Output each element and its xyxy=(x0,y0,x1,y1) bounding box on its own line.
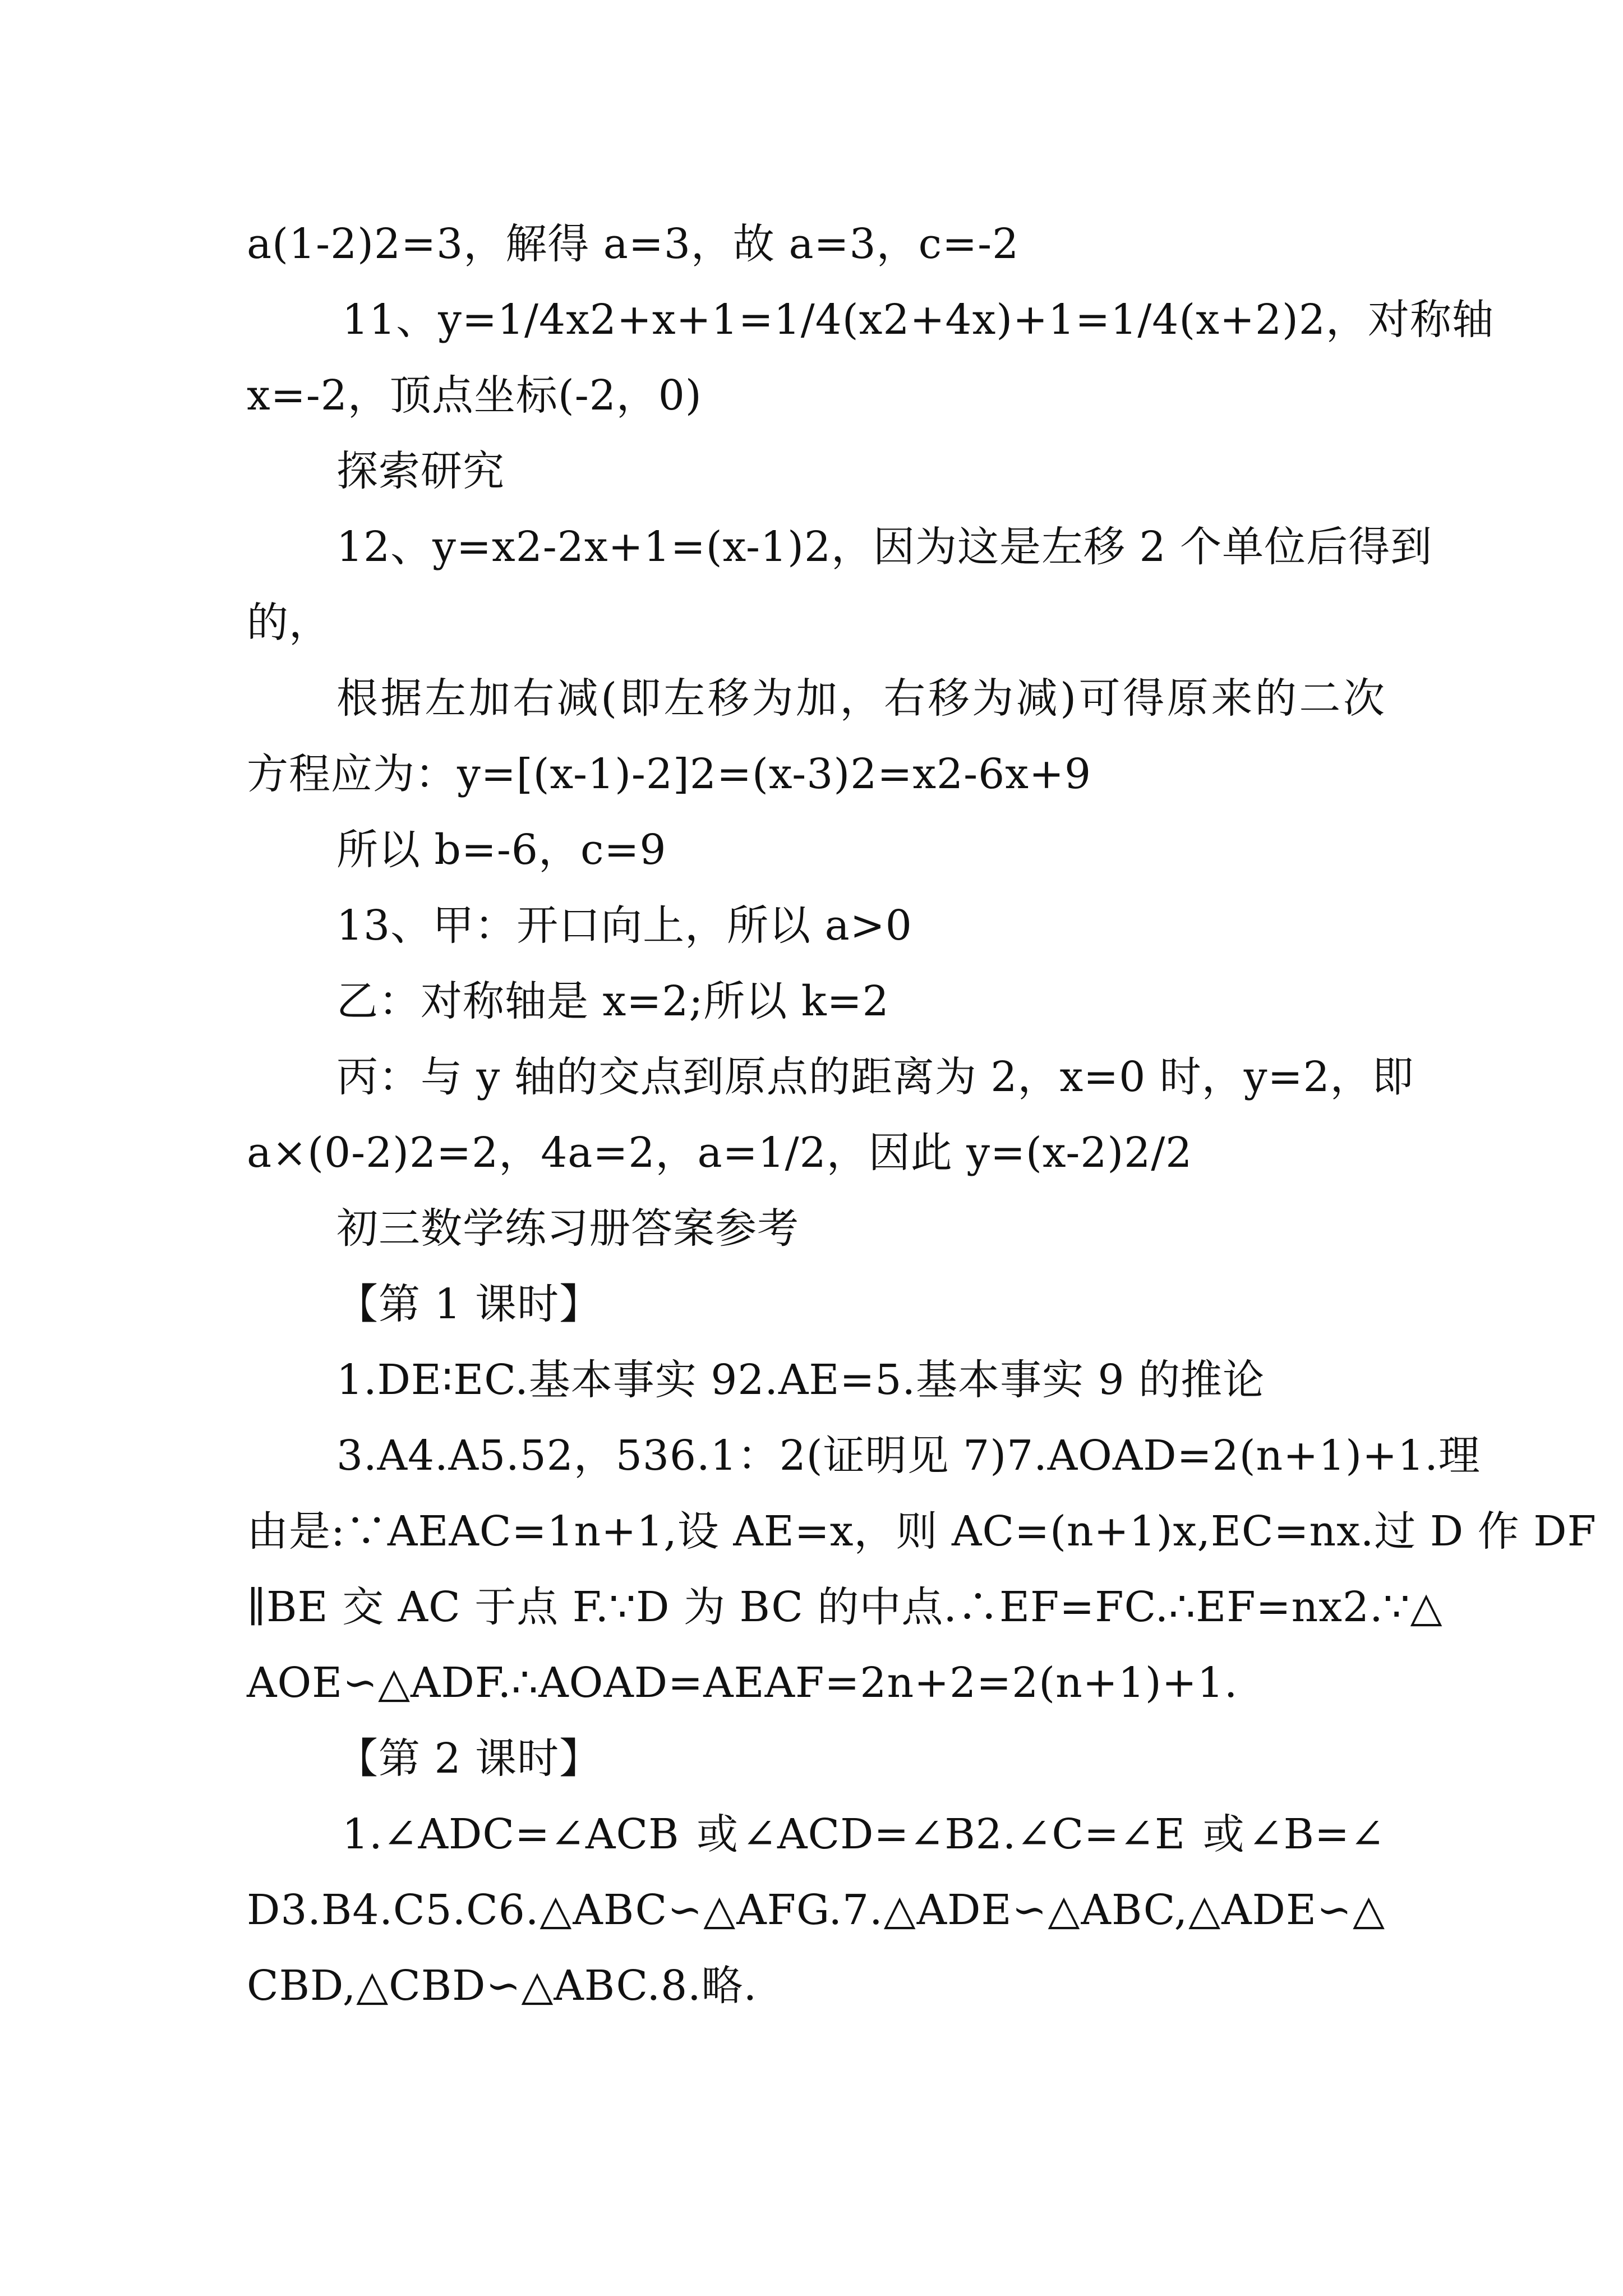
text-line-18: 由是:∵AEAC=1n+1,设 AE=x，则 AC=(n+1)x,EC=nx.过 D 作 DF xyxy=(247,1507,1597,1556)
text-line-10: 13、甲：开口向上，所以 a>0 xyxy=(336,901,912,950)
text-line-8: 方程应为：y=[(x-1)-2]2=(x-3)2=x2-6x+9 xyxy=(247,750,1092,798)
text-line-17: 3.A4.A5.52，536.1：2(证明见 7)7.AOAD=2(n+1)+1.理 xyxy=(336,1432,1481,1480)
text-line-19: ∥BE 交 AC 于点 F.∵D 为 BC 的中点.∴EF=FC.∴EF=nx2.∵△ xyxy=(247,1583,1443,1631)
lesson-heading-1: 【第 1 课时】 xyxy=(336,1280,602,1328)
text-line-3: x=-2，顶点坐标(-2，0) xyxy=(247,371,702,420)
text-line-11: 乙：对称轴是 x=2;所以 k=2 xyxy=(336,977,889,1025)
section-heading-answers: 初三数学练习册答案参考 xyxy=(336,1204,799,1253)
text-line-1: a(1-2)2=3，解得 a=3，故 a=3，c=-2 xyxy=(247,220,1020,268)
section-heading-explore: 探索研究 xyxy=(336,447,505,495)
text-line-16: 1.DE∶EC.基本事实 92.AE=5.基本事实 9 的推论 xyxy=(336,1356,1265,1404)
text-line-5: 12、y=x2-2x+1=(x-1)2，因为这是左移 2 个单位后得到 xyxy=(336,523,1433,571)
text-line-22: 1.∠ADC=∠ACB 或∠ACD=∠B2.∠C=∠E 或∠B=∠ xyxy=(342,1810,1385,1858)
text-line-12: 丙：与 y 轴的交点到原点的距离为 2，x=0 时，y=2，即 xyxy=(336,1053,1414,1101)
text-line-13: a×(0-2)2=2，4a=2，a=1/2，因此 y=(x-2)2/2 xyxy=(247,1129,1193,1177)
text-line-6: 的， xyxy=(247,599,331,647)
text-line-20: AOE∽△ADF.∴AOAD=AEAF=2n+2=2(n+1)+1. xyxy=(247,1659,1238,1707)
text-line-9: 所以 b=-6，c=9 xyxy=(336,826,667,874)
text-line-7: 根据左加右减(即左移为加，右移为减)可得原来的二次 xyxy=(336,674,1385,723)
lesson-heading-2: 【第 2 课时】 xyxy=(336,1734,602,1783)
text-line-23: D3.B4.C5.C6.△ABC∽△AFG.7.△ADE∽△ABC,△ADE∽△ xyxy=(247,1886,1385,1934)
text-line-24: CBD,△CBD∽△ABC.8.略. xyxy=(247,1962,758,2010)
text-line-2: 11、y=1/4x2+x+1=1/4(x2+4x)+1=1/4(x+2)2，对称轴 xyxy=(342,296,1494,344)
